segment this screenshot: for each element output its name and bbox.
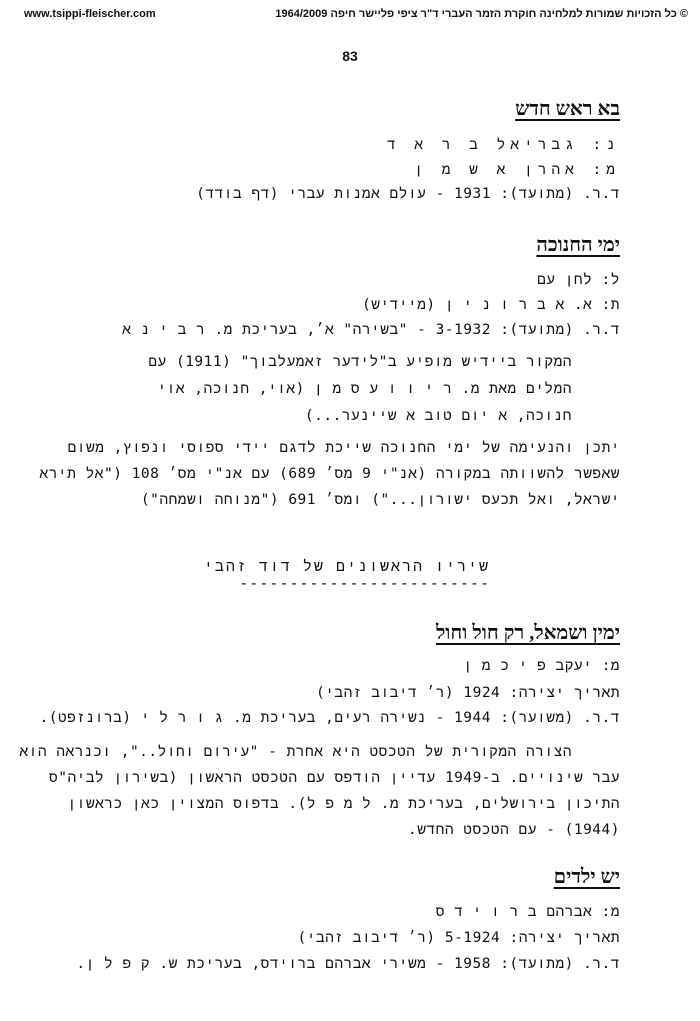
song-title: יש ילדים — [553, 866, 620, 888]
lyricist-line: מ: אהרן א ש מ ן — [414, 162, 620, 178]
song-title: ימין ושמאל, רק חול וחול — [435, 622, 620, 644]
page-number: 83 — [342, 48, 358, 64]
composer-line: ל: לחן עם — [537, 272, 620, 288]
paragraph-line: שאפשר להשוותה במקורה (אנ"י 9 מס׳ 689) עם אנ"י מס׳ 108 ("אל תירא — [39, 466, 620, 482]
source-note-line: המקור ביידיש מופיע ב"לידער זאמעלבוך" (1911) עם — [148, 354, 572, 370]
creation-date-line: תאריך יצירה: 1924 (ר׳ דיבוב זהבי) — [315, 685, 620, 701]
header-url: www.tsippi-fleischer.com — [24, 8, 156, 20]
first-print-line: ד.ר. (מתועד): 1958 - משירי אברהם ברוידס, בעריכת ש. ק פ ל ן. — [76, 956, 620, 972]
lyricist-line: מ: אברהם ב ר ו י ד ס — [435, 904, 620, 920]
section-heading: שיריו הראשונים של דוד זהבי — [203, 557, 490, 575]
source-note-line: חנוכה, א יום טוב א שיינער...) — [304, 408, 572, 424]
source-note-line: המלים מאת מ. ר י ו ו ע ס מ ן (אוי, חנוכה, אוי — [157, 381, 572, 397]
paragraph-line: (1944) - עם הטכסט החדש. — [408, 822, 620, 838]
section-underline: ------------------------- — [239, 574, 490, 592]
composer-line: נ: גבריאל ב ר א ד — [386, 137, 620, 153]
translator-line: ת: א. א ב ר ו נ י ן (מיידיש) — [361, 297, 620, 313]
paragraph-line: התיכון בירושלים, בעריכת מ. ל מ פ ל). בדפוס המצוין כאן כראשון — [67, 796, 620, 812]
song-title: בא ראש חדש — [515, 98, 620, 120]
header-copyright: © כל הזכויות שמורות למלחינה חוקרת הזמר העברי ד"ר ציפי פליישר חיפה 1964/2009 — [275, 8, 688, 20]
song-title: ימי החנוכה — [536, 234, 620, 256]
lyricist-line: מ: יעקב פ י כ מ ן — [463, 658, 620, 674]
paragraph-line: יתכן והנעימה של ימי החנוכה שייכת לדגם יידי ספוסי ונפוץ, משום — [67, 440, 620, 456]
first-print-line: ד.ר. (משוער): 1944 - נשירה רעים, בעריכת מ. ג ו ר ל י (ברונזפט). — [39, 710, 620, 726]
paragraph-line: עבר שינויים. ב-1949 עדיין הודפס עם הטכסט הראשון (בשירון לביה"ס — [49, 770, 620, 786]
paragraph-line: ישראל, ואל תכעס ישורון...") ומס׳ 691 ("מנוחה ושמחה") — [140, 492, 620, 508]
first-print-line: ד.ר. (מתועד): 1931 - עולם אמנות עברי (דף בודד) — [196, 186, 620, 202]
first-print-line: ד.ר. (מתועד): 3-1932 - "בשירה" א׳, בעריכת מ. ר ב י נ א — [122, 322, 620, 338]
paragraph-line: הצורה המקורית של הטכסט היא אחרת - "עירום וחול..", וכנראה הוא — [19, 744, 572, 760]
page-header — [24, 8, 688, 24]
creation-date-line: תאריך יצירה: 5-1924 (ר׳ דיבוב זהבי) — [297, 930, 620, 946]
